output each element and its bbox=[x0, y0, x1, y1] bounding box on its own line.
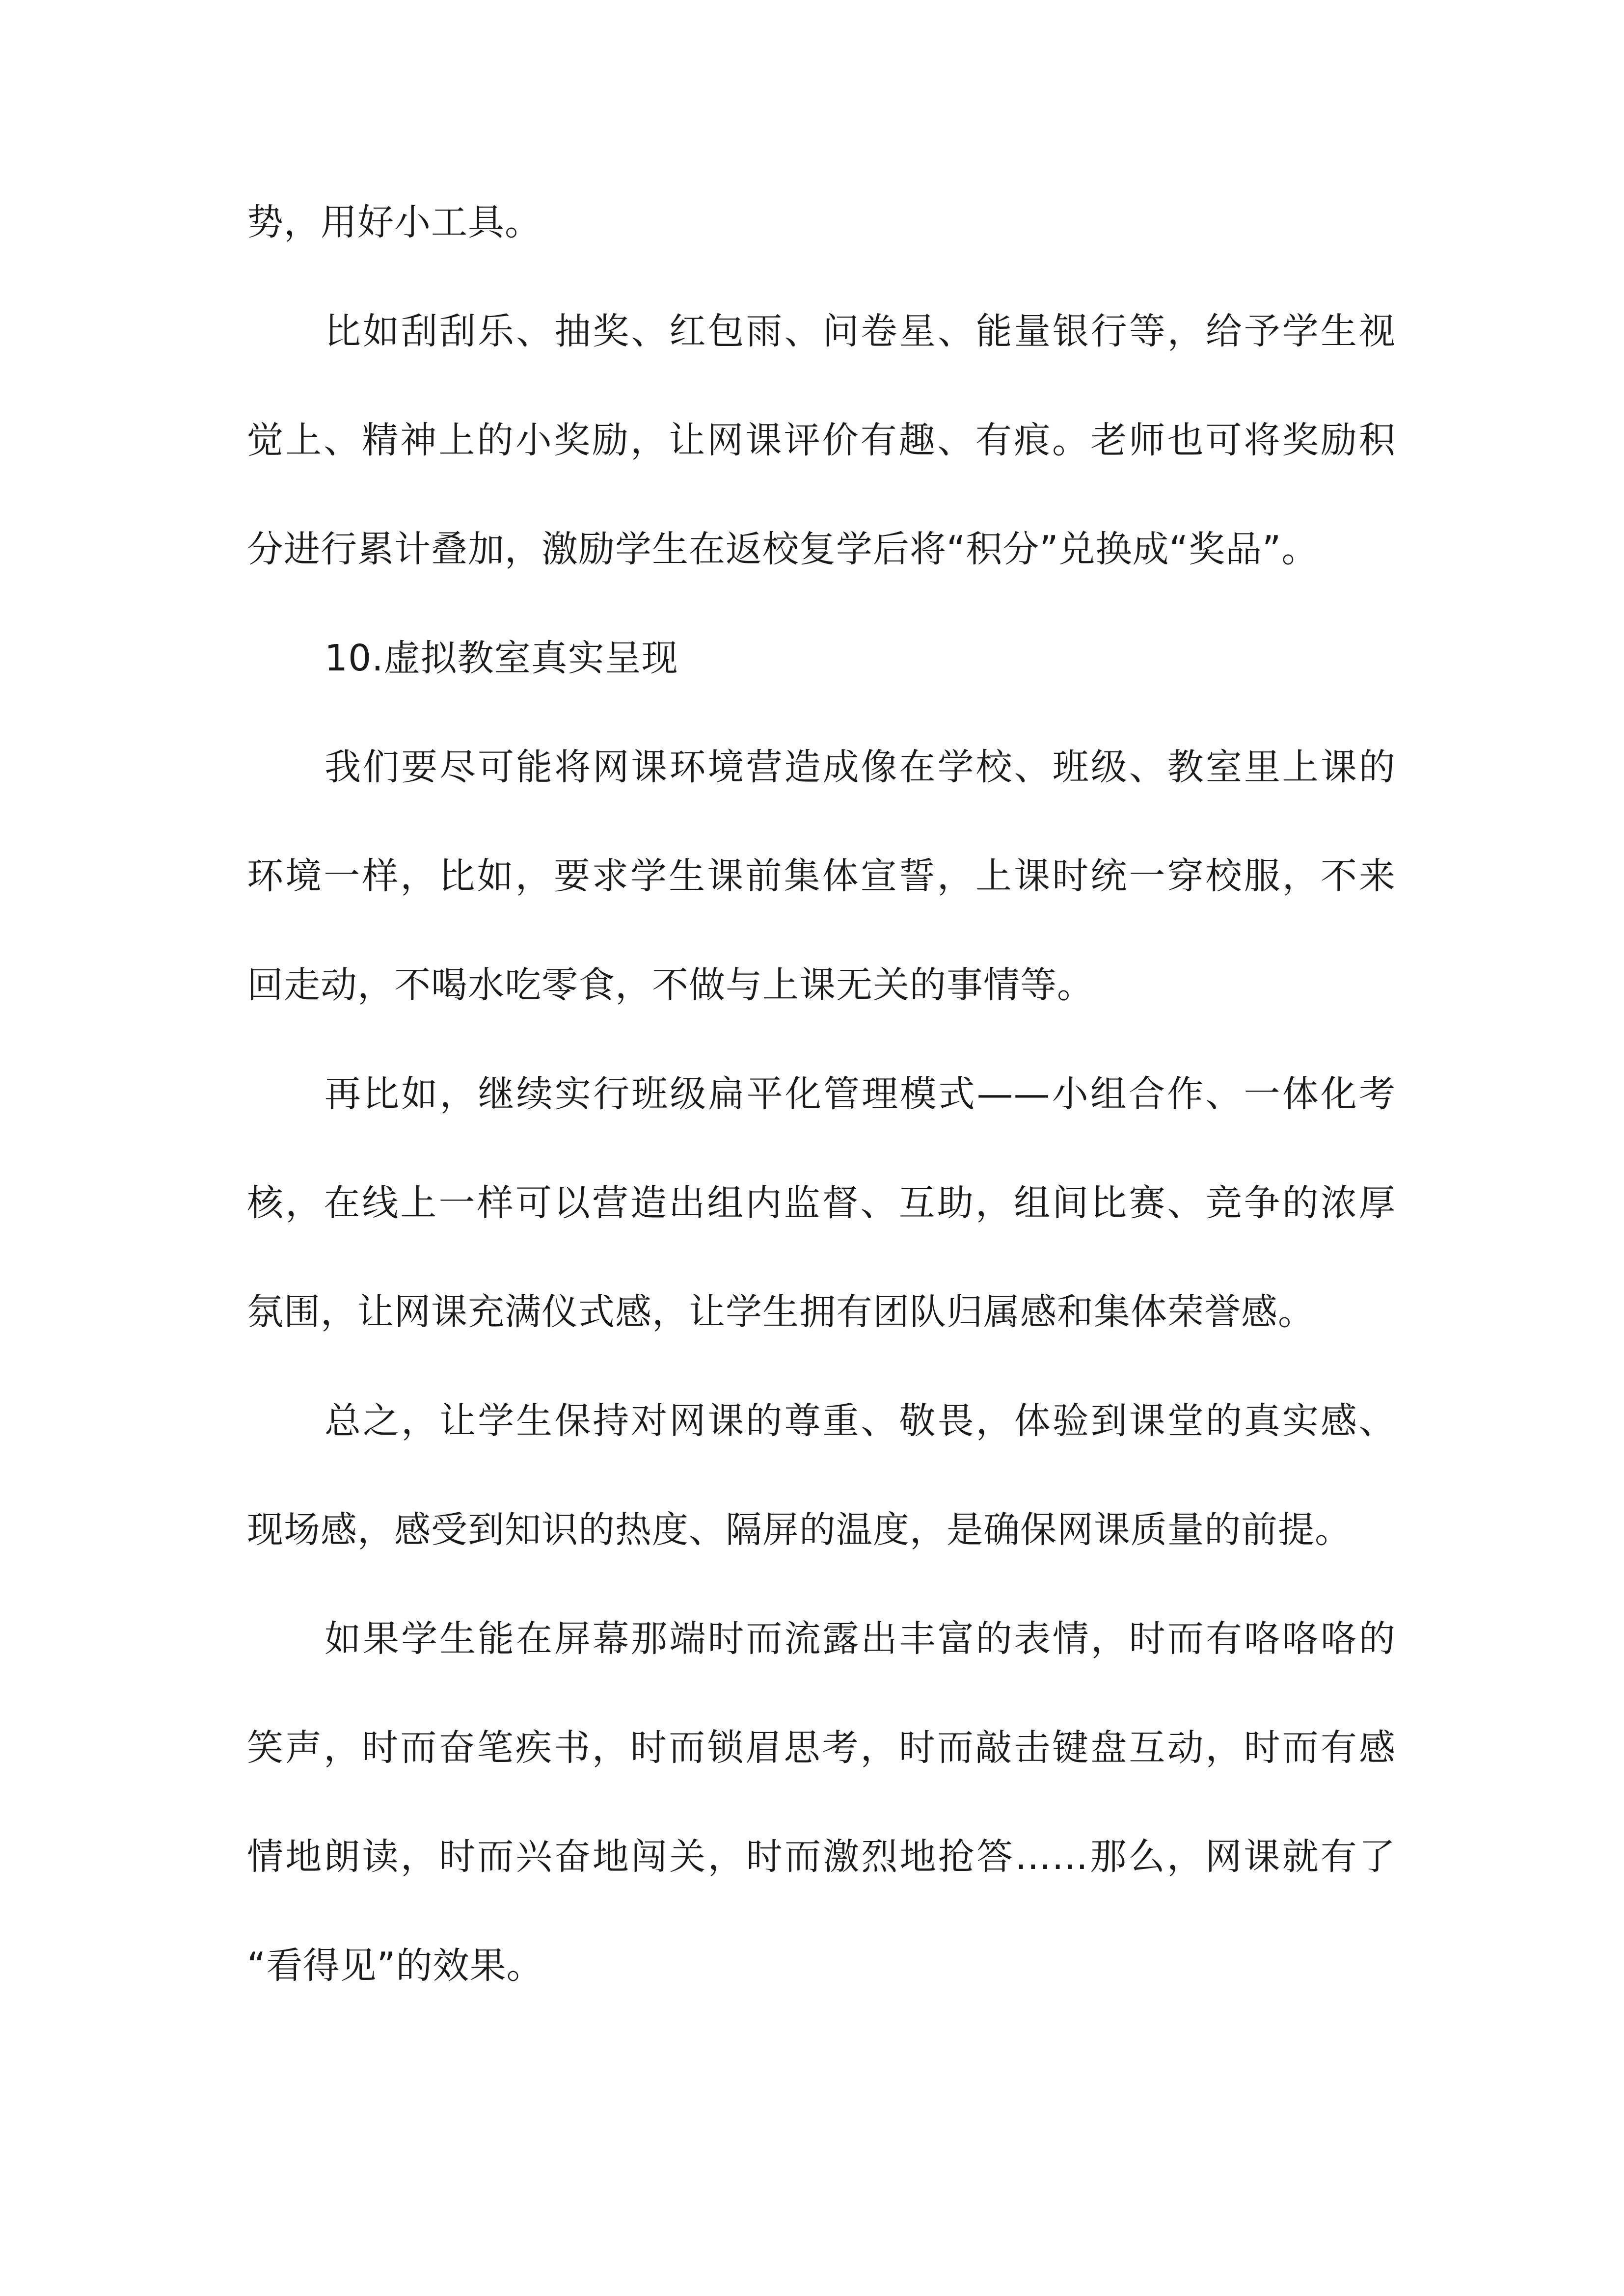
text-line: 分进行累计叠加，激励学生在返校复学后将“积分”兑换成“奖品”。 bbox=[247, 528, 1319, 570]
text-line: 笑声，时而奋笔疾书，时而锁眉思考，时而敲击键盘互动，时而有感 bbox=[247, 1727, 1396, 1769]
text-line: 氛围，让网课充满仪式感，让学生拥有团队归属感和集体荣誉感。 bbox=[247, 1291, 1315, 1333]
paragraph-start-line: 如果学生能在屏幕那端时而流露出丰富的表情，时而有咯咯咯的 bbox=[325, 1618, 1396, 1660]
paragraph-start-line: 再比如，继续实行班级扁平化管理模式——小组合作、一体化考 bbox=[325, 1073, 1396, 1115]
text-line: 觉上、精神上的小奖励，让网课评价有趣、有痕。老师也可将奖励积 bbox=[247, 419, 1396, 461]
text-line: 环境一样，比如，要求学生课前集体宣誓，上课时统一穿校服，不来 bbox=[247, 855, 1396, 897]
paragraph-start-line: 我们要尽可能将网课环境营造成像在学校、班级、教室里上课的 bbox=[325, 746, 1396, 788]
text-line: 回走动，不喝水吃零食，不做与上课无关的事情等。 bbox=[247, 964, 1094, 1006]
document-body bbox=[247, 196, 1396, 2049]
text-line: 势，用好小工具。 bbox=[247, 201, 541, 243]
paragraph-start-line: 比如刮刮乐、抽奖、红包雨、问卷星、能量银行等，给予学生视 bbox=[325, 310, 1396, 352]
text-line: “看得见”的效果。 bbox=[247, 1945, 543, 1987]
paragraph-start-line: 总之，让学生保持对网课的尊重、敬畏，体验到课堂的真实感、 bbox=[325, 1400, 1396, 1442]
text-line: 情地朗读，时而兴奋地闯关，时而激烈地抢答……那么，网课就有了 bbox=[247, 1836, 1396, 1878]
text-line: 现场感，感受到知识的热度、隔屏的温度，是确保网课质量的前提。 bbox=[247, 1509, 1352, 1551]
text-line: 核，在线上一样可以营造出组内监督、互助，组间比赛、竞争的浓厚 bbox=[247, 1182, 1396, 1224]
section-heading: 10.虚拟教室真实呈现 bbox=[325, 637, 678, 679]
